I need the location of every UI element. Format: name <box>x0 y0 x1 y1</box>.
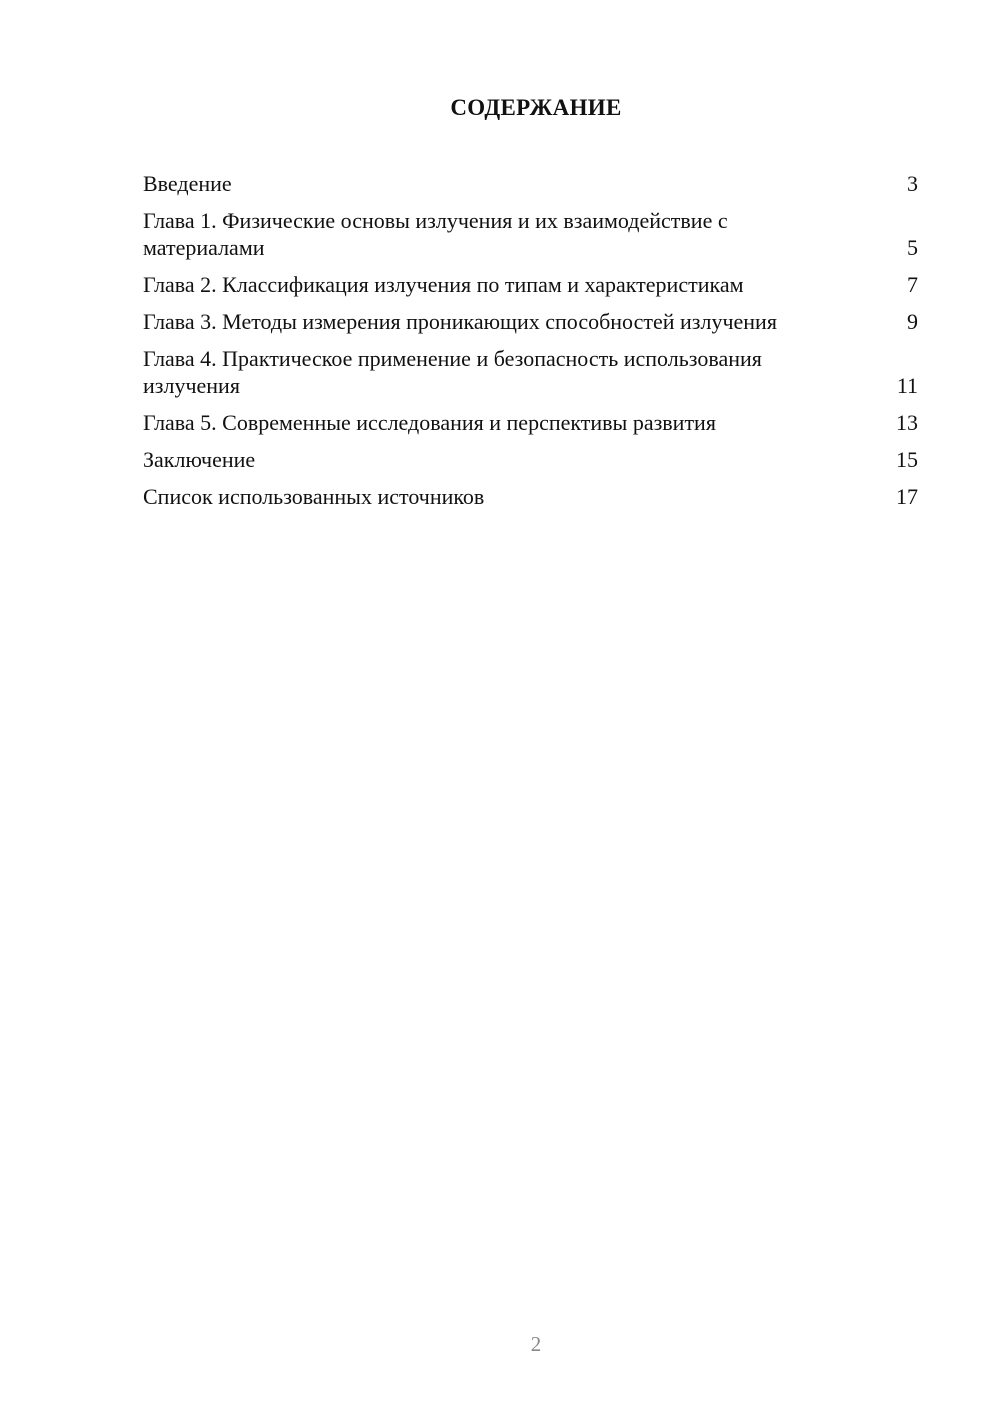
toc-entry-title: Глава 4. Практическое применение и безопасность использования излучения <box>143 346 762 398</box>
toc-entry-page: 11 <box>896 373 918 398</box>
toc-entry-chapter-5 <box>143 409 918 436</box>
toc-entry-title: Глава 1. Физические основы излучения и их взаимодействие с материалами <box>143 208 728 260</box>
page-number: 2 <box>530 1332 542 1356</box>
toc-entry-introduction <box>143 170 918 197</box>
toc-entry-title: Глава 2. Классификация излучения по типам и характеристикам <box>143 272 744 297</box>
toc-entry-title: Заключение <box>143 447 256 472</box>
toc-entry-page: 17 <box>896 484 918 509</box>
toc-entry-page: 3 <box>907 171 918 196</box>
table-of-contents <box>143 170 918 520</box>
toc-entry-page: 9 <box>907 309 918 334</box>
toc-entry-page: 15 <box>896 447 918 472</box>
toc-entry-chapter-3 <box>143 308 918 335</box>
toc-entry-page: 13 <box>896 410 918 435</box>
toc-entry-title: Глава 5. Современные исследования и перспективы развития <box>143 410 716 435</box>
toc-entry-chapter-1 <box>143 207 918 261</box>
toc-entry-chapter-4 <box>143 345 918 399</box>
toc-entry-page: 7 <box>907 272 918 297</box>
toc-entry-title: Введение <box>143 171 232 196</box>
toc-entry-conclusion <box>143 446 918 473</box>
toc-entry-page: 5 <box>907 235 918 260</box>
toc-entry-chapter-2 <box>143 271 918 298</box>
toc-entry-title: Глава 3. Методы измерения проникающих способностей излучения <box>143 309 777 334</box>
toc-entry-title: Список использованных источников <box>143 484 485 509</box>
toc-entry-references <box>143 483 918 510</box>
page-title: СОДЕРЖАНИЕ <box>450 95 622 120</box>
